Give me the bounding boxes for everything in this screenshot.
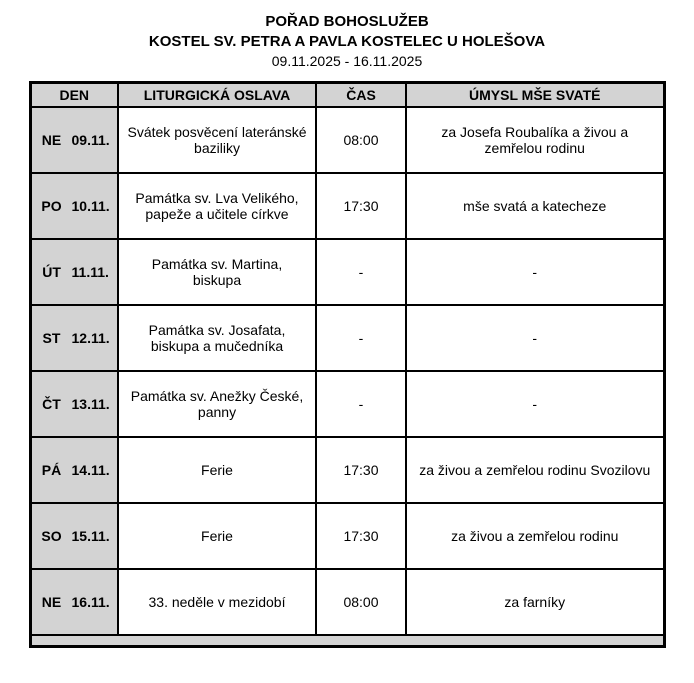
time-cell: - bbox=[316, 239, 406, 305]
day-cell bbox=[30, 437, 118, 503]
day-date: 13.11. bbox=[71, 395, 110, 412]
day-date: 10.11. bbox=[71, 197, 110, 214]
intention-cell: za Josefa Roubalíka a živou a zemřelou rodinu bbox=[406, 107, 664, 173]
table-row bbox=[30, 503, 664, 569]
table-row bbox=[30, 305, 664, 371]
day-date: 15.11. bbox=[71, 527, 110, 544]
day-cell bbox=[30, 173, 118, 239]
header-cas: ČAS bbox=[316, 83, 406, 107]
table-footer-row bbox=[30, 635, 664, 647]
table-row bbox=[30, 371, 664, 437]
day-date: 16.11. bbox=[71, 593, 110, 610]
document-header bbox=[0, 0, 694, 71]
header-den: DEN bbox=[30, 83, 118, 107]
day-abbrev: ČT bbox=[42, 395, 61, 412]
day-abbrev: ÚT bbox=[42, 263, 61, 280]
day-date: 11.11. bbox=[71, 263, 109, 280]
header-umysl-mse-svate: ÚMYSL MŠE SVATÉ bbox=[406, 83, 664, 107]
celebration-cell: 33. neděle v mezidobí bbox=[118, 569, 316, 635]
time-cell: 17:30 bbox=[316, 437, 406, 503]
table-row bbox=[30, 437, 664, 503]
day-date: 14.11. bbox=[71, 461, 110, 478]
celebration-cell: Památka sv. Josafata, biskupa a mučedníka bbox=[118, 305, 316, 371]
table-row bbox=[30, 173, 664, 239]
page-subtitle: KOSTEL SV. PETRA A PAVLA KOSTELEC U HOLEŠOVA bbox=[148, 33, 546, 50]
day-abbrev: PO bbox=[41, 197, 62, 214]
intention-cell: - bbox=[406, 239, 664, 305]
table-row bbox=[30, 107, 664, 173]
day-cell bbox=[30, 107, 118, 173]
intention-cell: - bbox=[406, 371, 664, 437]
day-cell bbox=[30, 371, 118, 437]
time-cell: - bbox=[316, 371, 406, 437]
day-date: 12.11. bbox=[71, 329, 110, 346]
celebration-cell: Svátek posvěcení lateránské baziliky bbox=[118, 107, 316, 173]
time-cell: 17:30 bbox=[316, 503, 406, 569]
time-cell: 08:00 bbox=[316, 107, 406, 173]
intention-cell: za živou a zemřelou rodinu bbox=[406, 503, 664, 569]
date-range: 09.11.2025 - 16.11.2025 bbox=[271, 53, 423, 69]
header-liturgicka-oslava: LITURGICKÁ OSLAVA bbox=[118, 83, 316, 107]
day-abbrev: NE bbox=[41, 593, 62, 610]
celebration-cell: Památka sv. Lva Velikého, papeže a učitele církve bbox=[118, 173, 316, 239]
intention-cell: za farníky bbox=[406, 569, 664, 635]
day-abbrev: PÁ bbox=[41, 461, 62, 478]
time-cell: - bbox=[316, 305, 406, 371]
celebration-cell: Památka sv. Martina, biskupa bbox=[118, 239, 316, 305]
celebration-cell: Památka sv. Anežky České, panny bbox=[118, 371, 316, 437]
day-cell bbox=[30, 305, 118, 371]
intention-cell: - bbox=[406, 305, 664, 371]
day-abbrev: SO bbox=[41, 527, 62, 544]
schedule-table bbox=[29, 81, 666, 648]
time-cell: 17:30 bbox=[316, 173, 406, 239]
footer-strip bbox=[30, 635, 664, 647]
day-cell bbox=[30, 239, 118, 305]
intention-cell: mše svatá a katecheze bbox=[406, 173, 664, 239]
table-row bbox=[30, 239, 664, 305]
day-cell bbox=[30, 503, 118, 569]
day-abbrev: ST bbox=[42, 329, 61, 346]
intention-cell: za živou a zemřelou rodinu Svozilovu bbox=[406, 437, 664, 503]
day-abbrev: NE bbox=[41, 131, 62, 148]
time-cell: 08:00 bbox=[316, 569, 406, 635]
table-row bbox=[30, 569, 664, 635]
day-date: 09.11. bbox=[71, 131, 110, 148]
page-title: POŘAD BOHOSLUŽEB bbox=[265, 13, 429, 30]
celebration-cell: Ferie bbox=[118, 503, 316, 569]
day-cell bbox=[30, 569, 118, 635]
celebration-cell: Ferie bbox=[118, 437, 316, 503]
table-header-row bbox=[30, 83, 664, 107]
